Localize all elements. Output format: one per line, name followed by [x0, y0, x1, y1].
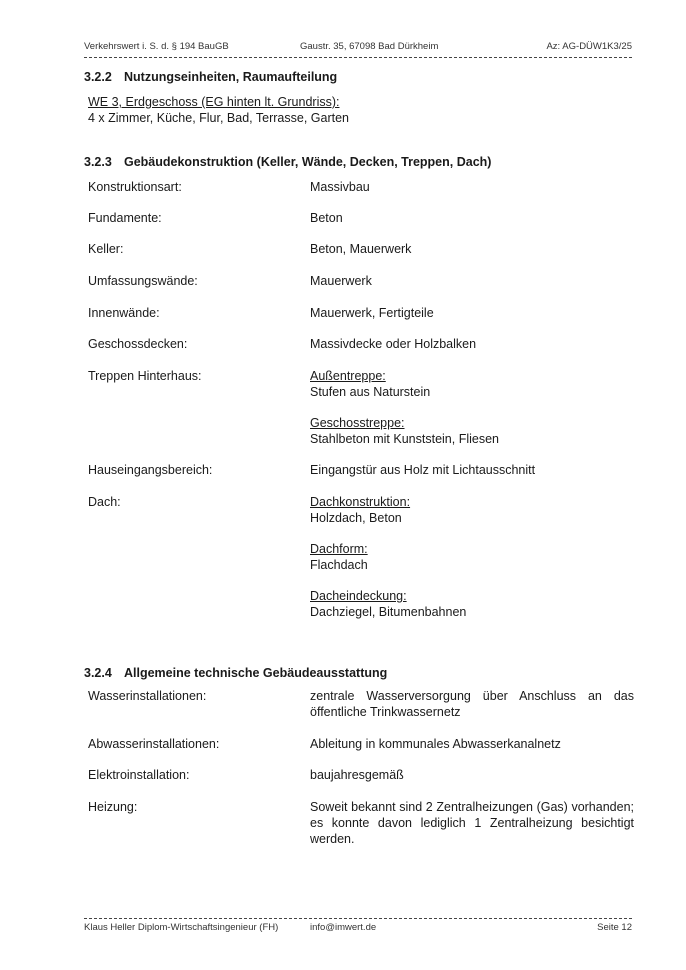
roof-form-value: Flachdach	[310, 558, 368, 572]
page-footer	[84, 918, 632, 935]
row-label: Geschossdecken:	[88, 337, 188, 351]
roof-cover-value: Dachziegel, Bitumenbahnen	[310, 605, 467, 619]
row-label: Abwasserinstallationen:	[88, 737, 220, 751]
roof-cover-heading: Dacheindeckung:	[310, 589, 407, 603]
roof-construction-value: Holzdach, Beton	[310, 511, 402, 525]
roof-form-heading: Dachform:	[310, 542, 368, 556]
inner-stairs-heading: Geschosstreppe:	[310, 416, 405, 430]
row-label: Fundamente:	[88, 211, 162, 225]
row-value: Massivbau	[310, 180, 370, 194]
row-value: Beton	[310, 211, 343, 225]
row-value: Soweit bekannt sind 2 Zentralheizungen (Gas) vorhanden; es konnte davon lediglich 1 Zentralheizung besichtigt werden.	[310, 800, 634, 846]
footer-email: info@imwert.de	[310, 922, 377, 933]
row-label: Heizung:	[88, 800, 138, 814]
row-value: baujahresgemäß	[310, 768, 404, 782]
roof-construction-heading: Dachkonstruktion:	[310, 495, 411, 509]
row-value: Mauerwerk, Fertigteile	[310, 306, 434, 320]
footer-author: Klaus Heller Diplom-Wirtschaftsingenieur (FH)	[84, 922, 279, 933]
page-header	[84, 41, 632, 58]
row-value: zentrale Wasserversorgung über Anschluss an das öffentliche Trinkwassernetz	[310, 689, 634, 719]
row-value: Massivdecke oder Holzbalken	[310, 337, 477, 351]
row-label: Umfassungswände:	[88, 274, 198, 288]
row-label: Innenwände:	[88, 306, 160, 320]
section-title: Gebäudekonstruktion (Keller, Wände, Decken, Treppen, Dach)	[124, 155, 492, 169]
header-left: Verkehrswert i. S. d. § 194 BauGB	[84, 41, 229, 52]
roof-label: Dach:	[88, 495, 121, 509]
row-label: Wasserinstallationen:	[88, 689, 207, 703]
row-label: Keller:	[88, 242, 124, 256]
row-value: Ableitung in kommunales Abwasserkanalnetz	[310, 737, 561, 751]
section-heading-324	[84, 666, 387, 680]
header-address: Gaustr. 35, 67098 Bad Dürkheim	[300, 41, 439, 52]
row-label: Konstruktionsart:	[88, 180, 182, 194]
unit-label: WE 3, Erdgeschoss (EG hinten lt. Grundriss):	[88, 95, 340, 109]
entrance-value: Eingangstür aus Holz mit Lichtausschnitt	[310, 463, 536, 477]
section-number: 3.2.3	[84, 155, 112, 169]
row-value: Mauerwerk	[310, 274, 372, 288]
header-reference: Az: AG-DÜW1K3/25	[546, 41, 632, 52]
unit-rooms: 4 x Zimmer, Küche, Flur, Bad, Terrasse, Garten	[88, 111, 349, 125]
outer-stairs-heading: Außentreppe:	[310, 369, 386, 383]
section-number: 3.2.4	[84, 666, 112, 680]
section-number: 3.2.2	[84, 70, 112, 84]
row-label: Elektroinstallation:	[88, 768, 190, 782]
stairs-label: Treppen Hinterhaus:	[88, 369, 202, 383]
section-title: Nutzungseinheiten, Raumaufteilung	[124, 70, 338, 84]
outer-stairs-value: Stufen aus Naturstein	[310, 385, 431, 399]
page-number: Seite 12	[597, 922, 632, 933]
row-value: Beton, Mauerwerk	[310, 242, 412, 256]
section-heading-322	[84, 70, 337, 84]
inner-stairs-value: Stahlbeton mit Kunststein, Fliesen	[310, 432, 499, 446]
section-heading-323	[84, 155, 491, 169]
entrance-label: Hauseingangsbereich:	[88, 463, 213, 477]
section-title: Allgemeine technische Gebäudeausstattung	[124, 666, 388, 680]
